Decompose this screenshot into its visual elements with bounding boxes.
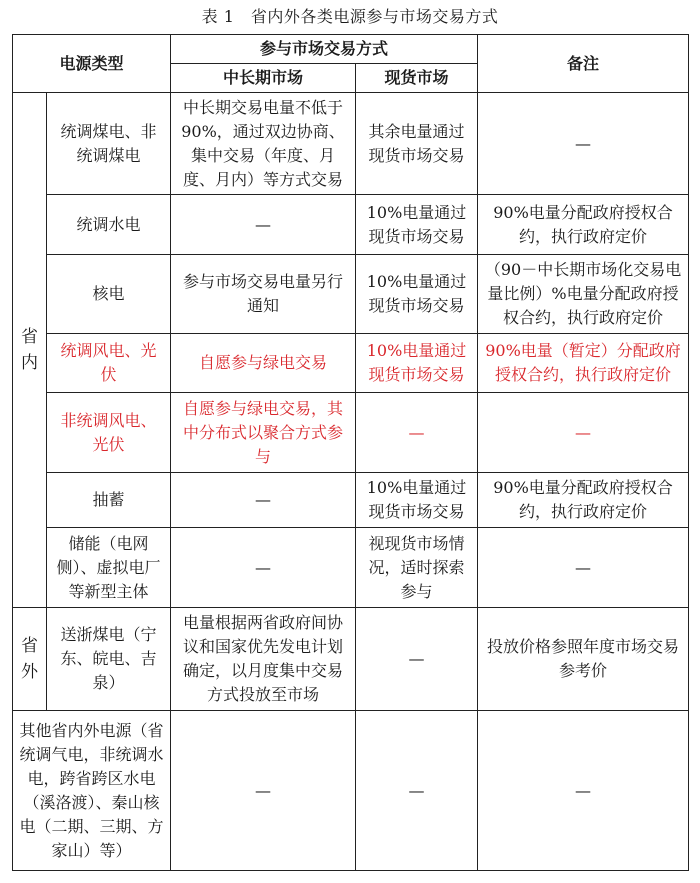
cell-spot: 10%电量通过现货市场交易 <box>356 473 478 528</box>
cell-mid-long: 参与市场交易电量另行通知 <box>171 255 356 334</box>
cell-mid-long: 中长期交易电量不低于90%，通过双边协商、集中交易（年度、月度、月内）等方式交易 <box>171 93 356 195</box>
table-row <box>13 255 689 334</box>
cell-note: 90%电量（暂定）分配政府授权合约，执行政府定价 <box>478 334 689 393</box>
cell-mid-long: — <box>171 528 356 608</box>
table-row <box>13 473 689 528</box>
table-row <box>13 195 689 255</box>
group-out-province: 省 外 <box>13 608 47 711</box>
cell-spot: 10%电量通过现货市场交易 <box>356 334 478 393</box>
cell-type: 抽蓄 <box>47 473 171 528</box>
cell-spot: 10%电量通过现货市场交易 <box>356 255 478 334</box>
cell-mid-long: 自愿参与绿电交易，其中分布式以聚合方式参与 <box>171 393 356 473</box>
cell-note: 投放价格参照年度市场交易参考价 <box>478 608 689 711</box>
cell-note: — <box>478 393 689 473</box>
table-row <box>13 93 689 195</box>
table-row <box>13 528 689 608</box>
cell-type: 统调风电、光伏 <box>47 334 171 393</box>
cell-spot: 10%电量通过现货市场交易 <box>356 195 478 255</box>
cell-note: （90－中长期市场化交易电量比例）%电量分配政府授权合约，执行政府定价 <box>478 255 689 334</box>
header-participation: 参与市场交易方式 <box>171 35 478 64</box>
cell-mid-long: 自愿参与绿电交易 <box>171 334 356 393</box>
trading-methods-table <box>12 34 689 871</box>
cell-type: 送浙煤电（宁东、皖电、吉泉） <box>47 608 171 711</box>
cell-spot: — <box>356 608 478 711</box>
cell-note: 90%电量分配政府授权合约，执行政府定价 <box>478 473 689 528</box>
cell-note: 90%电量分配政府授权合约，执行政府定价 <box>478 195 689 255</box>
table-row <box>13 393 689 473</box>
table-row <box>13 608 689 711</box>
header-note: 备注 <box>478 35 689 93</box>
cell-spot: — <box>356 711 478 871</box>
cell-spot: 其余电量通过现货市场交易 <box>356 93 478 195</box>
group-in-province: 省 内 <box>13 93 47 608</box>
table-row <box>13 711 689 871</box>
cell-spot: 视现货市场情况，适时探索参与 <box>356 528 478 608</box>
cell-note: — <box>478 93 689 195</box>
header-source-type: 电源类型 <box>13 35 171 93</box>
cell-type: 其他省内外电源（省统调气电，非统调水电，跨省跨区水电（溪洛渡）、秦山核电（二期、三期、方家山）等） <box>13 711 171 871</box>
cell-mid-long: — <box>171 711 356 871</box>
header-mid-long: 中长期市场 <box>171 64 356 93</box>
cell-type: 储能（电网侧）、虚拟电厂等新型主体 <box>47 528 171 608</box>
cell-note: — <box>478 711 689 871</box>
header-row-1 <box>13 35 689 64</box>
cell-mid-long: 电量根据两省政府间协议和国家优先发电计划确定，以月度集中交易方式投放至市场 <box>171 608 356 711</box>
table-row <box>13 334 689 393</box>
cell-mid-long: — <box>171 195 356 255</box>
cell-type: 统调煤电、非统调煤电 <box>47 93 171 195</box>
cell-spot: — <box>356 393 478 473</box>
cell-type: 非统调风电、光伏 <box>47 393 171 473</box>
cell-type: 统调水电 <box>47 195 171 255</box>
table-caption: 表 1 省内外各类电源参与市场交易方式 <box>201 7 499 26</box>
cell-type: 核电 <box>47 255 171 334</box>
cell-mid-long: — <box>171 473 356 528</box>
cell-note: — <box>478 528 689 608</box>
header-spot: 现货市场 <box>356 64 478 93</box>
